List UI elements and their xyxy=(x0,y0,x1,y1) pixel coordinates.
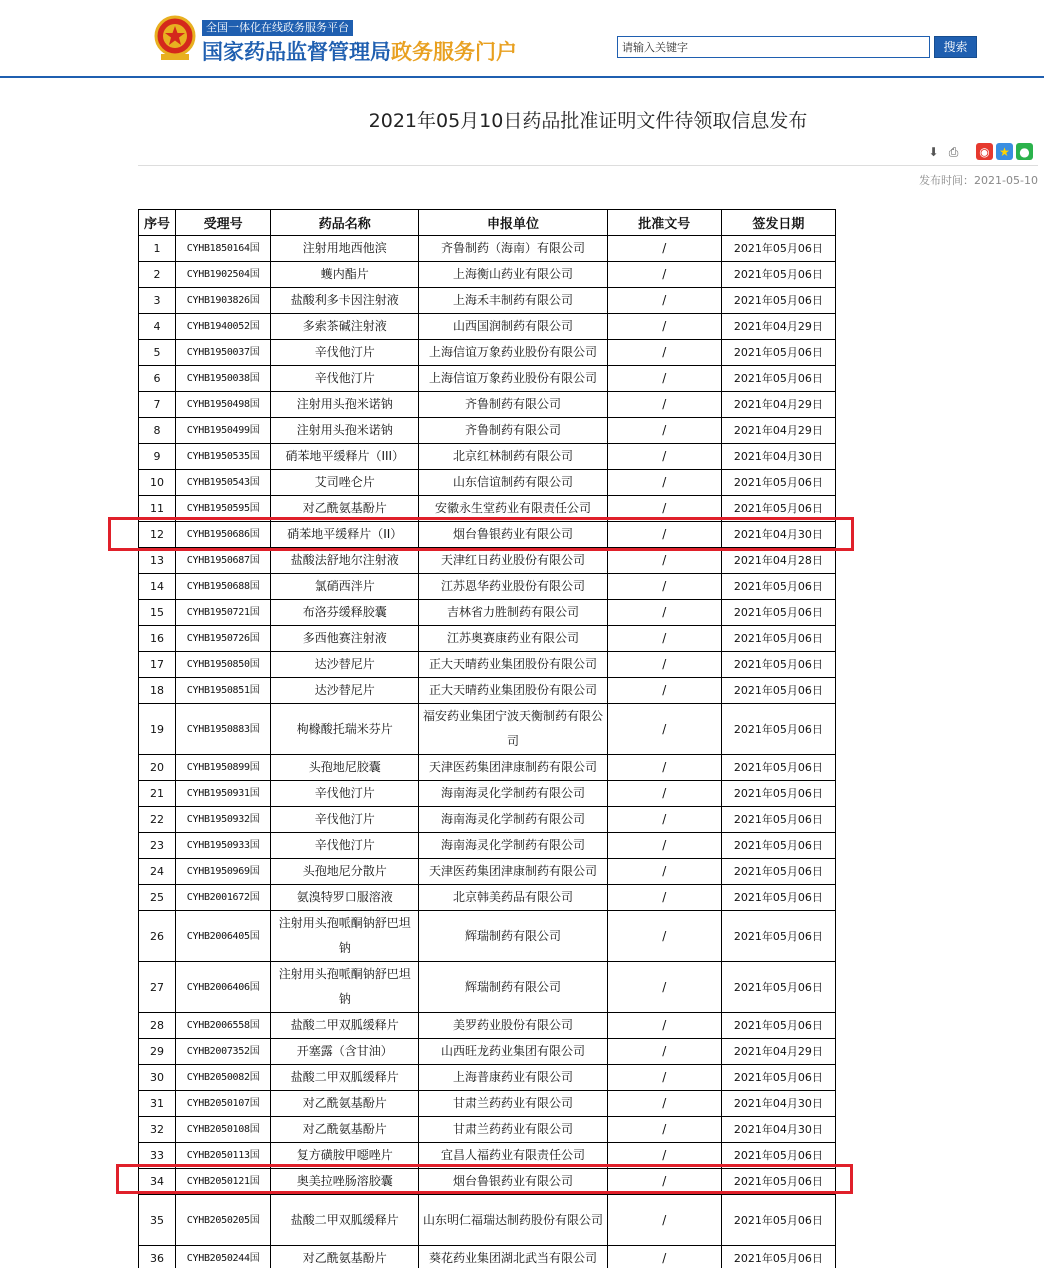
cell-date: 2021年05月06日 xyxy=(721,262,835,288)
cell-date: 2021年05月06日 xyxy=(721,807,835,833)
cell-company: 山东明仁福瑞达制药股份有限公司 xyxy=(419,1195,607,1246)
cell-code: CYHB1950899国 xyxy=(176,755,271,781)
cell-date: 2021年05月06日 xyxy=(721,470,835,496)
cell-date: 2021年04月30日 xyxy=(721,444,835,470)
cell-no: 36 xyxy=(139,1246,176,1268)
cell-drug: 辛伐他汀片 xyxy=(271,807,419,833)
favorite-star-icon[interactable]: ★ xyxy=(996,143,1013,160)
cell-approval: / xyxy=(607,755,721,781)
title-divider xyxy=(138,165,1038,166)
cell-company: 烟台鲁银药业有限公司 xyxy=(419,1169,607,1195)
cell-approval: / xyxy=(607,1169,721,1195)
national-emblem-icon xyxy=(152,14,198,62)
cell-drug: 注射用头孢哌酮钠舒巴坦钠 xyxy=(271,911,419,962)
table-row xyxy=(139,859,836,885)
table-row xyxy=(139,1013,836,1039)
cell-company: 齐鲁制药有限公司 xyxy=(419,418,607,444)
cell-approval: / xyxy=(607,366,721,392)
cell-company: 山西旺龙药业集团有限公司 xyxy=(419,1039,607,1065)
cell-code: CYHB2050244国 xyxy=(176,1246,271,1268)
cell-drug: 对乙酰氨基酚片 xyxy=(271,1117,419,1143)
cell-no: 25 xyxy=(139,885,176,911)
cell-date: 2021年04月29日 xyxy=(721,314,835,340)
cell-approval: / xyxy=(607,288,721,314)
table-row xyxy=(139,626,836,652)
cell-code: CYHB1950931国 xyxy=(176,781,271,807)
cell-code: CYHB2006558国 xyxy=(176,1013,271,1039)
table-body xyxy=(139,236,836,1268)
cell-date: 2021年05月06日 xyxy=(721,236,835,262)
cell-company: 正大天晴药业集团股份有限公司 xyxy=(419,678,607,704)
cell-approval: / xyxy=(607,781,721,807)
cell-no: 15 xyxy=(139,600,176,626)
table-row xyxy=(139,288,836,314)
cell-date: 2021年05月06日 xyxy=(721,885,835,911)
cell-no: 14 xyxy=(139,574,176,600)
cell-code: CYHB1950686国 xyxy=(176,522,271,548)
cell-date: 2021年05月06日 xyxy=(721,755,835,781)
cell-approval: / xyxy=(607,392,721,418)
cell-company: 安徽永生堂药业有限责任公司 xyxy=(419,496,607,522)
cell-drug: 奥美拉唑肠溶胶囊 xyxy=(271,1169,419,1195)
cell-code: CYHB2001672国 xyxy=(176,885,271,911)
cell-approval: / xyxy=(607,1013,721,1039)
cell-code: CYHB1940052国 xyxy=(176,314,271,340)
cell-no: 11 xyxy=(139,496,176,522)
cell-drug: 盐酸法舒地尔注射液 xyxy=(271,548,419,574)
article-tools xyxy=(925,143,1033,161)
cell-date: 2021年05月06日 xyxy=(721,600,835,626)
table-row xyxy=(139,1117,836,1143)
cell-no: 26 xyxy=(139,911,176,962)
cell-company: 正大天晴药业集团股份有限公司 xyxy=(419,652,607,678)
cell-date: 2021年05月06日 xyxy=(721,496,835,522)
cell-code: CYHB1950883国 xyxy=(176,704,271,755)
cell-drug: 注射用地西他滨 xyxy=(271,236,419,262)
column-header-drug: 药品名称 xyxy=(271,210,419,236)
cell-code: CYHB1950595国 xyxy=(176,496,271,522)
cell-date: 2021年04月29日 xyxy=(721,392,835,418)
cell-code: CYHB1950850国 xyxy=(176,652,271,678)
cell-approval: / xyxy=(607,1143,721,1169)
cell-approval: / xyxy=(607,807,721,833)
cell-approval: / xyxy=(607,1065,721,1091)
column-header-no: 序号 xyxy=(139,210,176,236)
table-row xyxy=(139,470,836,496)
cell-no: 27 xyxy=(139,962,176,1013)
cell-no: 33 xyxy=(139,1143,176,1169)
highlight-box-row-12 xyxy=(108,517,854,551)
table-row xyxy=(139,911,836,962)
cell-drug: 辛伐他汀片 xyxy=(271,340,419,366)
cell-date: 2021年05月06日 xyxy=(721,340,835,366)
cell-company: 天津医药集团津康制药有限公司 xyxy=(419,859,607,885)
cell-drug: 注射用头孢米诺钠 xyxy=(271,392,419,418)
cell-code: CYHB1850164国 xyxy=(176,236,271,262)
cell-drug: 氨溴特罗口服溶液 xyxy=(271,885,419,911)
table-row xyxy=(139,444,836,470)
cell-company: 天津红日药业股份有限公司 xyxy=(419,548,607,574)
cell-company: 烟台鲁银药业有限公司 xyxy=(419,522,607,548)
cell-date: 2021年05月06日 xyxy=(721,1013,835,1039)
cell-no: 8 xyxy=(139,418,176,444)
cell-code: CYHB2050121国 xyxy=(176,1169,271,1195)
cell-approval: / xyxy=(607,911,721,962)
cell-drug: 对乙酰氨基酚片 xyxy=(271,1091,419,1117)
cell-company: 上海普康药业有限公司 xyxy=(419,1065,607,1091)
cell-company: 上海禾丰制药有限公司 xyxy=(419,288,607,314)
cell-drug: 多索茶碱注射液 xyxy=(271,314,419,340)
cell-code: CYHB1950721国 xyxy=(176,600,271,626)
table-row xyxy=(139,781,836,807)
cell-company: 北京红林制药有限公司 xyxy=(419,444,607,470)
cell-code: CYHB1950499国 xyxy=(176,418,271,444)
cell-company: 山西国润制药有限公司 xyxy=(419,314,607,340)
cell-no: 28 xyxy=(139,1013,176,1039)
cell-drug: 盐酸利多卡因注射液 xyxy=(271,288,419,314)
cell-drug: 盐酸二甲双胍缓释片 xyxy=(271,1195,419,1246)
cell-no: 31 xyxy=(139,1091,176,1117)
cell-date: 2021年04月30日 xyxy=(721,522,835,548)
cell-drug: 复方磺胺甲噁唑片 xyxy=(271,1143,419,1169)
cell-no: 24 xyxy=(139,859,176,885)
cell-company: 北京韩美药品有限公司 xyxy=(419,885,607,911)
table-row xyxy=(139,366,836,392)
table-row xyxy=(139,262,836,288)
cell-approval: / xyxy=(607,444,721,470)
cell-code: CYHB1902504国 xyxy=(176,262,271,288)
table-row xyxy=(139,833,836,859)
cell-date: 2021年05月06日 xyxy=(721,1195,835,1246)
table-row xyxy=(139,678,836,704)
cell-no: 12 xyxy=(139,522,176,548)
cell-drug: 头孢地尼胶囊 xyxy=(271,755,419,781)
cell-drug: 布洛芬缓释胶囊 xyxy=(271,600,419,626)
cell-approval: / xyxy=(607,833,721,859)
cell-no: 1 xyxy=(139,236,176,262)
cell-date: 2021年05月06日 xyxy=(721,626,835,652)
table-row xyxy=(139,755,836,781)
cell-company: 辉瑞制药有限公司 xyxy=(419,962,607,1013)
cell-date: 2021年05月06日 xyxy=(721,574,835,600)
cell-code: CYHB2050108国 xyxy=(176,1117,271,1143)
column-header-company: 申报单位 xyxy=(419,210,607,236)
cell-no: 17 xyxy=(139,652,176,678)
cell-approval: / xyxy=(607,496,721,522)
table-row xyxy=(139,1065,836,1091)
cell-no: 21 xyxy=(139,781,176,807)
cell-date: 2021年05月06日 xyxy=(721,962,835,1013)
cell-code: CYHB1950688国 xyxy=(176,574,271,600)
cell-no: 6 xyxy=(139,366,176,392)
print-icon[interactable]: ⎙ xyxy=(948,144,959,159)
cell-code: CYHB2006406国 xyxy=(176,962,271,1013)
cell-company: 上海信谊万象药业股份有限公司 xyxy=(419,340,607,366)
cell-no: 18 xyxy=(139,678,176,704)
cell-code: CYHB1950543国 xyxy=(176,470,271,496)
table-row xyxy=(139,885,836,911)
cell-code: CYHB1903826国 xyxy=(176,288,271,314)
site-title-accent: 政务服务门户 xyxy=(391,40,517,64)
cell-date: 2021年04月28日 xyxy=(721,548,835,574)
cell-drug: 对乙酰氨基酚片 xyxy=(271,496,419,522)
cell-code: CYHB1950535国 xyxy=(176,444,271,470)
cell-approval: / xyxy=(607,704,721,755)
site-title-main: 国家药品监督管理局 xyxy=(202,40,391,64)
table-row xyxy=(139,1091,836,1117)
table-row xyxy=(139,340,836,366)
cell-date: 2021年04月29日 xyxy=(721,1039,835,1065)
cell-approval: / xyxy=(607,340,721,366)
cell-date: 2021年05月06日 xyxy=(721,859,835,885)
cell-company: 葵花药业集团湖北武当有限公司 xyxy=(419,1246,607,1268)
cell-no: 19 xyxy=(139,704,176,755)
cell-code: CYHB2050113国 xyxy=(176,1143,271,1169)
site-title[interactable] xyxy=(202,36,517,66)
cell-no: 7 xyxy=(139,392,176,418)
cell-drug: 盐酸二甲双胍缓释片 xyxy=(271,1065,419,1091)
cell-drug: 头孢地尼分散片 xyxy=(271,859,419,885)
cell-date: 2021年05月06日 xyxy=(721,781,835,807)
table-row xyxy=(139,548,836,574)
cell-code: CYHB1950687国 xyxy=(176,548,271,574)
cell-no: 29 xyxy=(139,1039,176,1065)
cell-code: CYHB2050082国 xyxy=(176,1065,271,1091)
cell-approval: / xyxy=(607,1091,721,1117)
cell-date: 2021年05月06日 xyxy=(721,652,835,678)
cell-company: 福安药业集团宁波天衡制药有限公司 xyxy=(419,704,607,755)
cell-no: 4 xyxy=(139,314,176,340)
cell-code: CYHB1950726国 xyxy=(176,626,271,652)
cell-company: 江苏奥赛康药业有限公司 xyxy=(419,626,607,652)
cell-company: 江苏恩华药业股份有限公司 xyxy=(419,574,607,600)
cell-company: 上海衡山药业有限公司 xyxy=(419,262,607,288)
cell-approval: / xyxy=(607,859,721,885)
platform-tag: 全国一体化在线政务服务平台 xyxy=(202,20,353,36)
cell-company: 美罗药业股份有限公司 xyxy=(419,1013,607,1039)
cell-date: 2021年05月06日 xyxy=(721,288,835,314)
publish-time: 发布时间：2021-05-10 xyxy=(919,174,1038,187)
cell-drug: 辛伐他汀片 xyxy=(271,781,419,807)
cell-company: 山东信谊制药有限公司 xyxy=(419,470,607,496)
search-button[interactable]: 搜索 xyxy=(934,36,977,58)
cell-company: 辉瑞制药有限公司 xyxy=(419,911,607,962)
cell-approval: / xyxy=(607,418,721,444)
cell-company: 甘肃兰药药业有限公司 xyxy=(419,1091,607,1117)
cell-approval: / xyxy=(607,678,721,704)
cell-drug: 辛伐他汀片 xyxy=(271,833,419,859)
highlight-box-row-34 xyxy=(116,1164,853,1194)
table-header-row xyxy=(139,210,836,236)
table-row xyxy=(139,962,836,1013)
cell-approval: / xyxy=(607,1039,721,1065)
cell-no: 9 xyxy=(139,444,176,470)
cell-approval: / xyxy=(607,962,721,1013)
cell-company: 海南海灵化学制药有限公司 xyxy=(419,807,607,833)
cell-date: 2021年05月06日 xyxy=(721,833,835,859)
cell-drug: 达沙替尼片 xyxy=(271,652,419,678)
cell-no: 32 xyxy=(139,1117,176,1143)
table-row xyxy=(139,704,836,755)
cell-no: 22 xyxy=(139,807,176,833)
cell-approval: / xyxy=(607,626,721,652)
cell-no: 3 xyxy=(139,288,176,314)
cell-drug: 枸橼酸托瑞米芬片 xyxy=(271,704,419,755)
cell-drug: 注射用头孢哌酮钠舒巴坦钠 xyxy=(271,962,419,1013)
cell-company: 甘肃兰药药业有限公司 xyxy=(419,1117,607,1143)
column-header-date: 签发日期 xyxy=(721,210,835,236)
cell-no: 30 xyxy=(139,1065,176,1091)
cell-approval: / xyxy=(607,574,721,600)
cell-date: 2021年05月06日 xyxy=(721,1065,835,1091)
cell-no: 13 xyxy=(139,548,176,574)
cell-date: 2021年05月06日 xyxy=(721,1143,835,1169)
cell-drug: 达沙替尼片 xyxy=(271,678,419,704)
approval-table xyxy=(138,209,836,1268)
table-row xyxy=(139,236,836,262)
cell-code: CYHB1950038国 xyxy=(176,366,271,392)
cell-code: CYHB2006405国 xyxy=(176,911,271,962)
table-row xyxy=(139,392,836,418)
table-row xyxy=(139,1195,836,1246)
cell-code: CYHB1950933国 xyxy=(176,833,271,859)
table-row xyxy=(139,1039,836,1065)
cell-date: 2021年04月29日 xyxy=(721,418,835,444)
cell-drug: 硝苯地平缓释片（III） xyxy=(271,444,419,470)
table-row xyxy=(139,807,836,833)
cell-company: 海南海灵化学制药有限公司 xyxy=(419,833,607,859)
cell-approval: / xyxy=(607,262,721,288)
search-input[interactable] xyxy=(617,36,930,58)
cell-company: 海南海灵化学制药有限公司 xyxy=(419,781,607,807)
cell-drug: 注射用头孢米诺钠 xyxy=(271,418,419,444)
cell-approval: / xyxy=(607,1117,721,1143)
cell-code: CYHB2007352国 xyxy=(176,1039,271,1065)
cell-date: 2021年04月30日 xyxy=(721,1091,835,1117)
cell-date: 2021年05月06日 xyxy=(721,1169,835,1195)
cell-approval: / xyxy=(607,522,721,548)
cell-code: CYHB1950037国 xyxy=(176,340,271,366)
cell-date: 2021年05月06日 xyxy=(721,704,835,755)
cell-approval: / xyxy=(607,314,721,340)
cell-no: 34 xyxy=(139,1169,176,1195)
cell-approval: / xyxy=(607,600,721,626)
cell-code: CYHB2050107国 xyxy=(176,1091,271,1117)
cell-code: CYHB1950851国 xyxy=(176,678,271,704)
cell-approval: / xyxy=(607,885,721,911)
cell-code: CYHB1950969国 xyxy=(176,859,271,885)
cell-drug: 蠖内酯片 xyxy=(271,262,419,288)
cell-no: 20 xyxy=(139,755,176,781)
cell-company: 宜昌人福药业有限责任公司 xyxy=(419,1143,607,1169)
weibo-share-icon[interactable]: ◉ xyxy=(976,143,993,160)
cell-date: 2021年05月06日 xyxy=(721,366,835,392)
column-header-approval: 批准文号 xyxy=(607,210,721,236)
cell-company: 天津医药集团津康制药有限公司 xyxy=(419,755,607,781)
cell-approval: / xyxy=(607,236,721,262)
cell-approval: / xyxy=(607,652,721,678)
cell-company: 上海信谊万象药业股份有限公司 xyxy=(419,366,607,392)
cell-company: 吉林省力胜制药有限公司 xyxy=(419,600,607,626)
download-icon[interactable]: ⬇ xyxy=(928,144,939,159)
cell-drug: 辛伐他汀片 xyxy=(271,366,419,392)
table-row xyxy=(139,600,836,626)
cell-date: 2021年05月06日 xyxy=(721,678,835,704)
cell-code: CYHB2050205国 xyxy=(176,1195,271,1246)
site-header xyxy=(0,0,1044,78)
cell-date: 2021年04月30日 xyxy=(721,1117,835,1143)
cell-approval: / xyxy=(607,1195,721,1246)
table-row xyxy=(139,418,836,444)
cell-approval: / xyxy=(607,548,721,574)
cell-drug: 硝苯地平缓释片（II） xyxy=(271,522,419,548)
wechat-share-icon[interactable]: ● xyxy=(1016,143,1033,160)
cell-code: CYHB1950932国 xyxy=(176,807,271,833)
cell-drug: 开塞露（含甘油） xyxy=(271,1039,419,1065)
cell-code: CYHB1950498国 xyxy=(176,392,271,418)
table-row xyxy=(139,574,836,600)
cell-date: 2021年05月06日 xyxy=(721,1246,835,1268)
cell-no: 35 xyxy=(139,1195,176,1246)
cell-no: 2 xyxy=(139,262,176,288)
cell-drug: 对乙酰氨基酚片 xyxy=(271,1246,419,1268)
cell-no: 10 xyxy=(139,470,176,496)
cell-drug: 盐酸二甲双胍缓释片 xyxy=(271,1013,419,1039)
cell-drug: 氯硝西泮片 xyxy=(271,574,419,600)
cell-no: 23 xyxy=(139,833,176,859)
cell-approval: / xyxy=(607,470,721,496)
cell-approval: / xyxy=(607,1246,721,1268)
cell-drug: 多西他赛注射液 xyxy=(271,626,419,652)
cell-no: 16 xyxy=(139,626,176,652)
cell-company: 齐鲁制药（海南）有限公司 xyxy=(419,236,607,262)
table-row xyxy=(139,1246,836,1268)
cell-date: 2021年05月06日 xyxy=(721,911,835,962)
column-header-code: 受理号 xyxy=(176,210,271,236)
cell-drug: 艾司唑仑片 xyxy=(271,470,419,496)
article-title: 2021年05月10日药品批准证明文件待领取信息发布 xyxy=(368,110,808,132)
cell-no: 5 xyxy=(139,340,176,366)
cell-company: 齐鲁制药有限公司 xyxy=(419,392,607,418)
table-row xyxy=(139,652,836,678)
table-row xyxy=(139,314,836,340)
